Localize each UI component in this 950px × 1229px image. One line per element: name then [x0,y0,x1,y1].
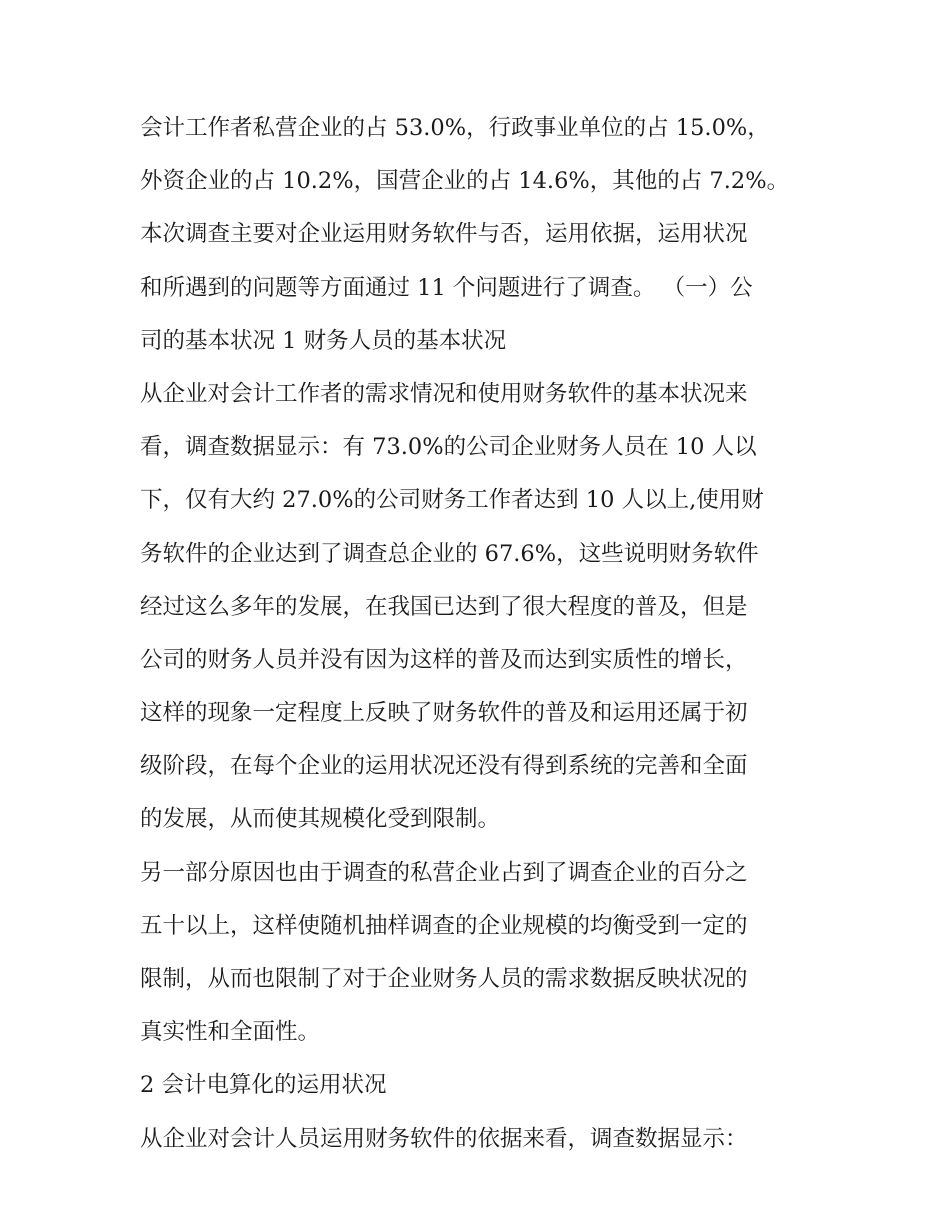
text-line: 另一部分原因也由于调查的私营企业占到了调查企业的百分之 [140,859,748,886]
text-line: 下，仅有大约 27.0%的公司财务工作者达到 10 人以上,使用财 [140,487,764,514]
text-line: 的发展，从而使其规模化受到限制。 [140,806,501,833]
text-line: 务软件的企业达到了调查总企业的 67.6%，这些说明财务软件 [140,540,759,567]
text-line: 和所遇到的问题等方面通过 11 个问题进行了调查。 （一）公 [140,274,753,301]
text-line: 看，调查数据显示：有 73.0%的公司企业财务人员在 10 人以 [140,434,757,461]
text-line: 这样的现象一定程度上反映了财务软件的普及和运用还属于初 [140,700,748,727]
text-line: 司的基本状况 1 财务人员的基本状况 [140,327,507,354]
text-line: 从企业对会计人员运用财务软件的依据来看，调查数据显示： [140,1125,748,1152]
text-line: 级阶段，在每个企业的运用状况还没有得到系统的完善和全面 [140,753,748,780]
text-line: 真实性和全面性。 [140,1019,321,1046]
text-line: 经过这么多年的发展，在我国已达到了很大程度的普及，但是 [140,593,748,620]
section-heading: 2 会计电算化的运用状况 [140,1072,387,1099]
text-line: 从企业对会计工作者的需求情况和使用财务软件的基本状况来 [140,380,748,407]
text-line: 五十以上，这样使随机抽样调查的企业规模的均衡受到一定的 [140,912,748,939]
text-line: 限制，从而也限制了对于企业财务人员的需求数据反映状况的 [140,966,748,992]
text-line: 本次调查主要对企业运用财务软件与否，运用依据，运用状况 [140,221,748,248]
text-line: 外资企业的占 10.2%，国营企业的占 14.6%，其他的占 7.2%。 [140,168,790,195]
text-line: 会计工作者私营企业的占 53.0%，行政事业单位的占 15.0%， [140,115,770,141]
text-line: 公司的财务人员并没有因为这样的普及而达到实质性的增长， [140,646,748,673]
body-text [140,102,820,1166]
